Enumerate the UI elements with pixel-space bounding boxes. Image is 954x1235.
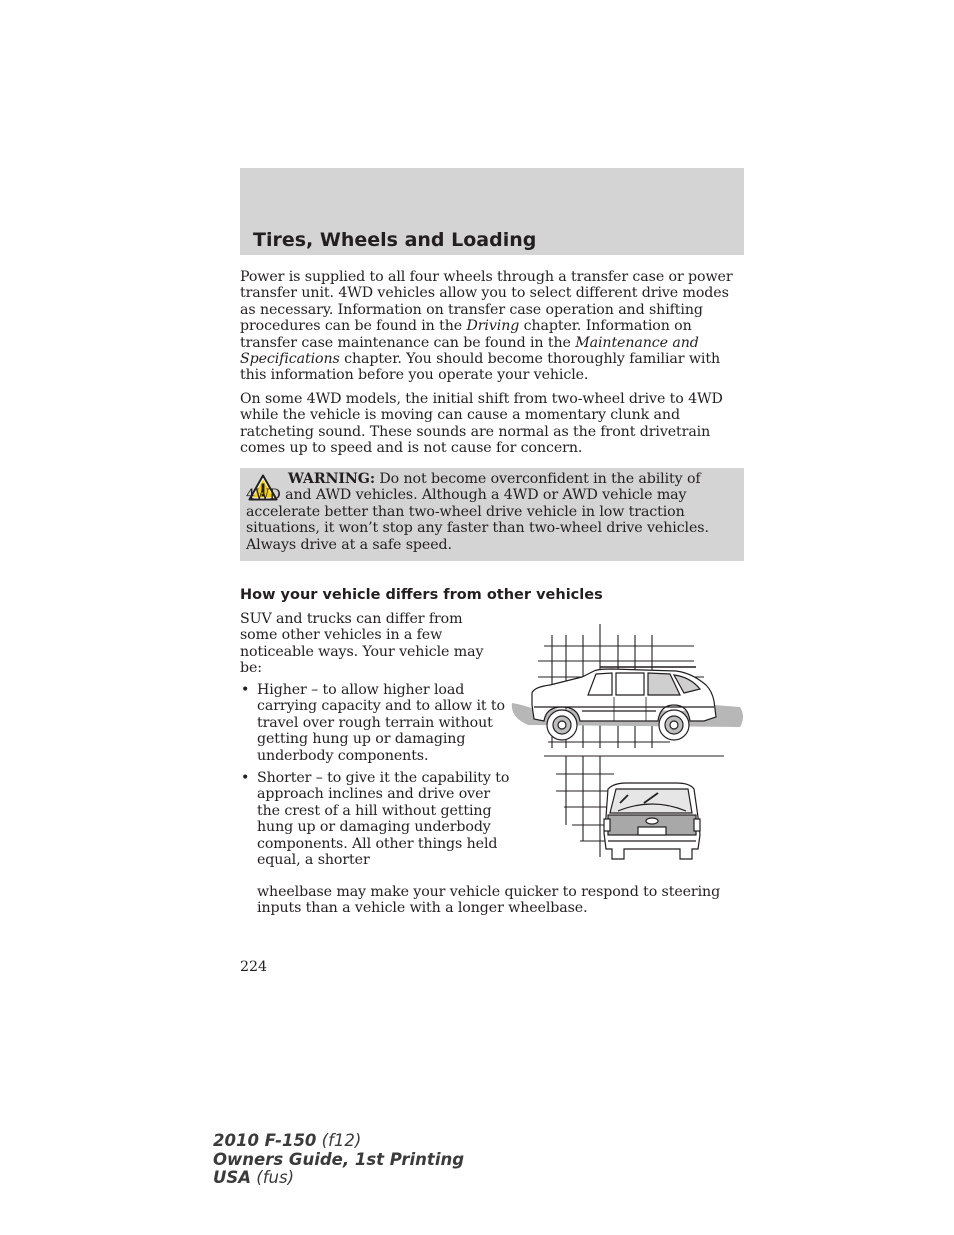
page-number: 224 xyxy=(240,959,268,975)
chapter-title: Tires, Wheels and Loading xyxy=(253,229,537,251)
section-heading: How your vehicle differs from other vehicles xyxy=(240,587,603,603)
warning-label: WARNING: xyxy=(288,471,375,487)
warning-box xyxy=(240,468,744,561)
bullet-shorter xyxy=(240,770,517,868)
warning-body: Do not become overconfident in the ability of 4WD and AWD vehicles. Although a 4WD or AWD vehicle may accelerate better than two-wheel drive vehicle in low traction situations, it won’t stop any faster than two-wheel drive vehicles. Always drive at a safe speed. xyxy=(246,471,709,553)
footer-guide: Owners Guide, 1st Printing xyxy=(213,1149,465,1169)
footer-market-code: (fus) xyxy=(251,1168,295,1187)
suv-rear-view xyxy=(604,783,700,859)
footer-model-code: (f12) xyxy=(316,1131,362,1150)
suv-side-view xyxy=(532,667,716,740)
intro-text-1: Power is supplied to all four wheels through a transfer case or power transfer unit. 4WD vehicles allow you to select different drive modes as necessary. Information on transfer case operation and shifting procedures can be found in the xyxy=(240,269,733,335)
bullet-shorter-continuation: wheelbase may make your vehicle quicker to respond to steering inputs than a vehicle with a longer wheelbase. xyxy=(257,884,721,917)
bullet-higher xyxy=(240,682,517,764)
chapter-header-band xyxy=(240,168,744,255)
maintenance-chapter-ref: Maintenance and Specifications xyxy=(240,334,699,368)
intro-text-2: chapter. Information on transfer case maintenance can be found in the xyxy=(240,318,692,351)
warning-text xyxy=(246,471,736,553)
bullet-marker: • xyxy=(241,682,250,698)
intro-text-3: chapter. You should become thoroughly familiar with this information before you operate your vehicle. xyxy=(240,351,721,384)
section-intro: SUV and trucks can differ from some other vehicles in a few noticeable ways. Your vehicle may be: xyxy=(240,611,484,677)
bullet-marker: • xyxy=(241,770,250,786)
bullet-shorter-text: Shorter – to give it the capability to approach inclines and drive over the crest of a hill without getting hung up or damaging underbody components. All other things held equal, a shorter xyxy=(257,770,510,869)
bullet-higher-text: Higher – to allow higher load carrying capacity and to allow it to travel over rough terrain without getting hung up or damaging underbody components. xyxy=(257,682,505,764)
intro-paragraph xyxy=(240,269,746,384)
footer-model: 2010 F-150 xyxy=(213,1131,317,1150)
shift-paragraph: On some 4WD models, the initial shift from two-wheel drive to 4WD while the vehicle is moving can cause a momentary clunk and ratcheting sound. These sounds are normal as the front drivetrain comes up to speed and is not cause for concern. xyxy=(240,391,723,457)
driving-chapter-ref: Driving xyxy=(466,318,520,335)
footer-market: USA xyxy=(213,1168,252,1187)
suv-grid-illustration xyxy=(504,621,746,865)
print-footer xyxy=(213,1132,464,1188)
